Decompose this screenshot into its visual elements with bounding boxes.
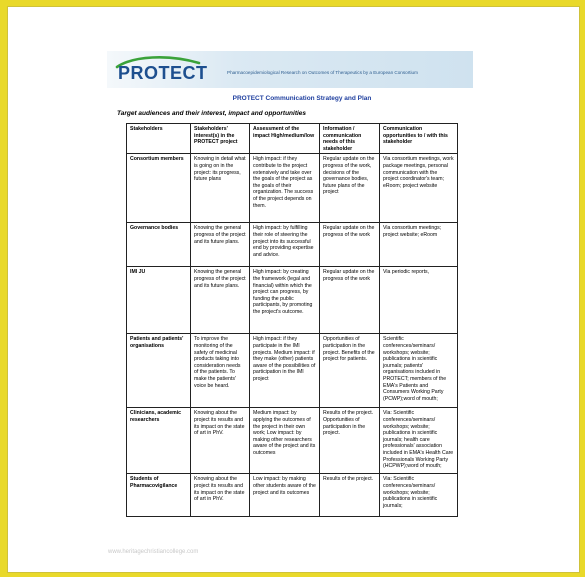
column-header-stakeholders: Stakeholders <box>127 124 191 154</box>
watermark: www.heritagechristiancollege.com <box>108 549 199 555</box>
impact-cell: High impact: by creating the framework (legal and financial) within which the project can progress, by funding the public participants, by promoting the project's outcome. <box>250 267 320 334</box>
table-row <box>127 267 458 334</box>
column-header-impact: Assessment of the impact High/medium/low <box>250 124 320 154</box>
interest-cell: To improve the monitoring of the safety of medicinal products taking into consideration needs of the patients. To make the patients' voice be heard. <box>191 334 250 408</box>
table-row <box>127 154 458 223</box>
table-row <box>127 223 458 267</box>
opportunities-cell: Via: Scientific conferences/seminars/ workshops; website; publications in scientific journals; health care professionals' association included in EMA's Health Care Professionals Working Party (HCPWP);word of mouth; <box>380 408 458 474</box>
stakeholder-cell: Consortium members <box>127 154 191 223</box>
needs-cell: Regular update on the progress of the work <box>320 267 380 334</box>
table-caption: Target audiences and their interest, impact and opportunities <box>117 110 307 117</box>
stakeholder-cell: Students of Pharmacovigilance <box>127 474 191 517</box>
impact-cell: High impact: if they participate in the IMI projects. Medium impact: if they make (other) patients aware of the possibilities of participation in the IMI project <box>250 334 320 408</box>
interest-cell: Knowing about the project its results and its impact on the state of art in PhV. <box>191 408 250 474</box>
interest-cell: Knowing the general progress of the project and its future plans. <box>191 267 250 334</box>
interest-cell: Knowing the general progress of the project and its future plans. <box>191 223 250 267</box>
logo-text: PROTECT <box>118 63 208 83</box>
document-title: PROTECT Communication Strategy and Plan <box>232 95 372 102</box>
impact-cell: Low impact: by making other students aware of the project and its outcomes <box>250 474 320 517</box>
column-header-interest: Stakeholders' interest(s) in the PROTECT project <box>191 124 250 154</box>
communication-plan-table <box>126 123 458 517</box>
interest-cell: Knowing in detail what is going on in the project: its progress, future plans <box>191 154 250 223</box>
opportunities-cell: Scientific conferences/seminars/ workshops; website; publications in scientific journals; patients' organisations included in PROTECT; members of the EMA's Patients and Consumers Working Party (PCWP);word of mouth; <box>380 334 458 408</box>
table-row <box>127 474 458 517</box>
banner-tagline: Pharmacoepidemiological Research on Outcomes of Therapeutics by a European Consortium <box>227 70 418 75</box>
protect-banner <box>107 51 473 88</box>
opportunities-cell: Via consortium meetings, work package meetings, personal communication with the project coordinator's team; eRoom; project website <box>380 154 458 223</box>
opportunities-cell: Via consortium meetings; project website; eRoom <box>380 223 458 267</box>
table-row <box>127 334 458 408</box>
stakeholder-cell: Clinicians, academic researchers <box>127 408 191 474</box>
column-header-needs: Information / communication needs of this stakeholder <box>320 124 380 154</box>
column-header-opportunities: Communication opportunities to / with this stakeholder <box>380 124 458 154</box>
opportunities-cell: Via periodic reports, <box>380 267 458 334</box>
stakeholder-cell: Governance bodies <box>127 223 191 267</box>
impact-cell: High impact: by fulfilling their role of steering the project into its successful end by providing expertise and advice. <box>250 223 320 267</box>
table-header-row <box>127 124 458 154</box>
needs-cell: Regular update on the progress of the work, decisions of the governance bodies, future plans of the project <box>320 154 380 223</box>
needs-cell: Regular update on the progress of the work <box>320 223 380 267</box>
needs-cell: Results of the project. <box>320 474 380 517</box>
needs-cell: Opportunities of participation in the project. Benefits of the project for patients. <box>320 334 380 408</box>
impact-cell: High impact: if they contribute to the project extensively and take over the goals of the project as the goals of their organization. The success of the project depends on them. <box>250 154 320 223</box>
opportunities-cell: Via: Scientific conferences/seminars/ workshops; website; publications in scientific journals; <box>380 474 458 517</box>
needs-cell: Results of the project. Opportunities of participation in the project. <box>320 408 380 474</box>
interest-cell: Knowing about the project its results and its impact on the state of art in PhV. <box>191 474 250 517</box>
stakeholder-cell: IMI JU <box>127 267 191 334</box>
impact-cell: Medium impact: by applying the outcomes of the project in their own work; Low impact: by making other researchers aware of the project and its outcomes <box>250 408 320 474</box>
table-row <box>127 408 458 474</box>
stakeholder-cell: Patients and patients' organisations <box>127 334 191 408</box>
